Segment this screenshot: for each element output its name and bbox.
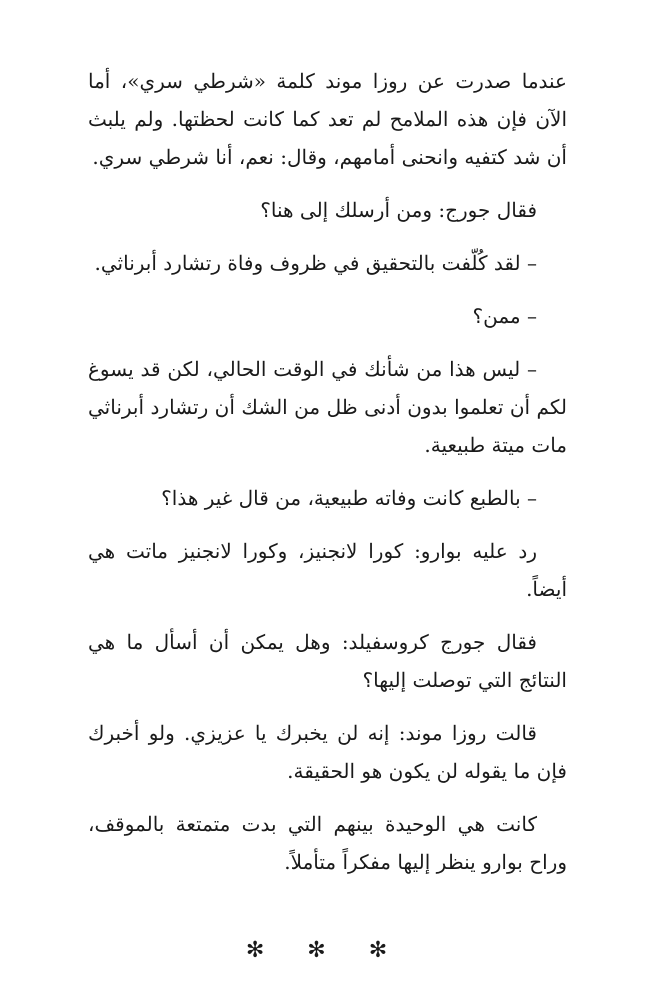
paragraph: كانت هي الوحيدة بينهم التي بدت متمتعة بالموقف، وراح بوارو ينظر إليها مفكراً متأملاً.	[88, 812, 567, 874]
paragraph: – ممن؟	[472, 304, 537, 328]
paragraph: – لقد كُلّفت بالتحقيق في ظروف وفاة رتشارد أبرناثي.	[94, 251, 537, 275]
paragraph: – بالطبع كانت وفاته طبيعية، من قال غير هذا؟	[161, 486, 537, 510]
section-separator: ✻ ✻ ✻	[245, 938, 406, 963]
paragraph: رد عليه بوارو: كورا لانجنيز، وكورا لانجنيز ماتت هي أيضاً.	[88, 539, 567, 601]
paragraph: فقال جورج كروسفيلد: وهل يمكن أن أسأل ما هي النتائج التي توصلت إليها؟	[88, 630, 567, 692]
paragraph: عندما صدرت عن روزا موند كلمة «شرطي سري»، أما الآن فإن هذه الملامح لم تعد كما كانت لحظتها. ولم يلبث أن شد كتفيه وانحنى أمامهم، وقال: نعم، أنا شرطي سري.	[88, 69, 567, 169]
paragraph: – ليس هذا من شأنك في الوقت الحالي، لكن قد يسوغ لكم أن تعلموا بدون أدنى ظل من الشك أن رتشارد أبرناثي مات ميتة طبيعية.	[88, 357, 567, 457]
paragraph: فقال جورج: ومن أرسلك إلى هنا؟	[260, 198, 537, 222]
paragraph: قالت روزا موند: إنه لن يخبرك يا عزيزي. ولو أخبرك فإن ما يقوله لن يكون هو الحقيقة.	[88, 721, 567, 783]
body-text	[88, 62, 567, 896]
